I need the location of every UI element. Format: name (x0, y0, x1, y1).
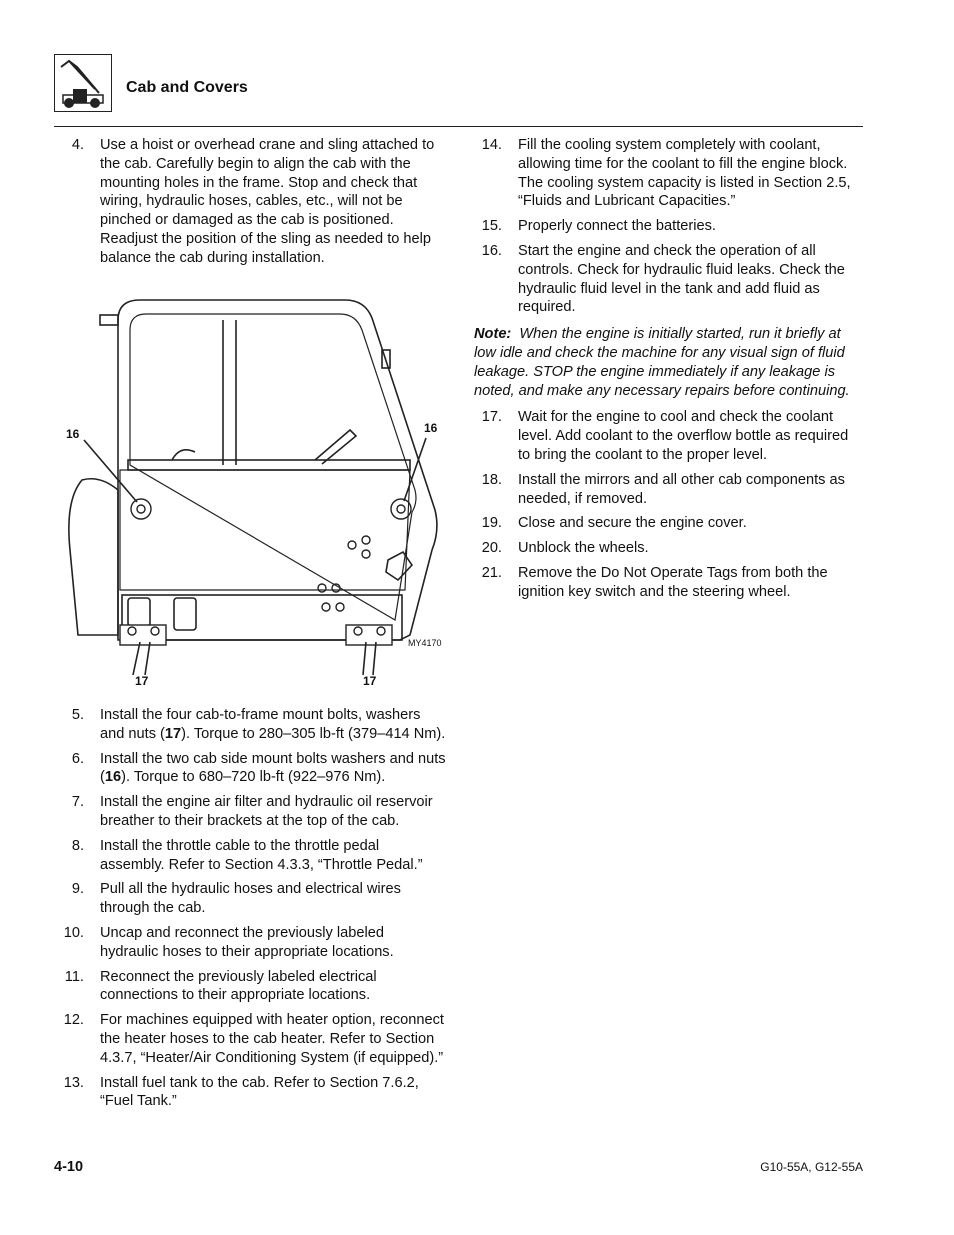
list-item (54, 1011, 446, 1067)
step-number: 18. (481, 471, 502, 488)
list-item (54, 1074, 446, 1112)
list-item (472, 514, 864, 533)
step-text: Close and secure the engine cover. (518, 515, 747, 532)
step-number: 9. (71, 881, 84, 898)
list-item (472, 471, 864, 509)
step-text: Unblock the wheels. (518, 540, 649, 557)
list-item (54, 793, 446, 831)
step-number: 14. (481, 137, 502, 153)
section-title: Cab and Covers (126, 79, 248, 96)
cab-drawing (60, 290, 450, 700)
step-number: 16. (481, 242, 502, 259)
figure-code: MY4170 (408, 638, 442, 648)
telehandler-icon (54, 54, 112, 112)
step-text: Install the two cab side mount bolts washers and nuts (16). Torque to 680–720 lb-ft (922–976 Nm). (100, 750, 446, 786)
header-divider (54, 126, 863, 127)
list-item (472, 539, 864, 558)
step-number: 6. (71, 750, 84, 767)
list-item (54, 706, 446, 744)
list-item (54, 880, 446, 918)
step-number: 13. (63, 1074, 84, 1091)
step-number: 15. (481, 218, 502, 235)
note-label: Note: (474, 326, 512, 343)
list-item (472, 136, 864, 211)
step-number: 5. (71, 707, 84, 723)
step-number: 21. (481, 564, 502, 581)
cab-installation-figure (60, 290, 450, 700)
list-item (54, 924, 446, 962)
callout-16-left: 16 (66, 427, 80, 441)
list-item (54, 750, 446, 788)
step-text: Start the engine and check the operation of all controls. Check for hydraulic fluid leaks. Check the hydraulic fluid level in the tank and add fluid as required. (518, 242, 845, 316)
step-text: Install the mirrors and all other cab components as needed, if removed. (518, 471, 845, 507)
step-text: Install the four cab-to-frame mount bolts, washers and nuts (17). Torque to 280–305 lb-ft (379–414 Nm). (100, 707, 446, 742)
callout-17-right: 17 (363, 674, 377, 688)
step-number: 17. (481, 409, 502, 426)
note-text: When the engine is initially started, run it briefly at low idle and check the machine for any visual sign of fluid leakage. STOP the engine immediately if any leakage is noted, and make any necessary repairs before continuing. (474, 326, 850, 399)
left-column (54, 136, 446, 274)
step-text: Install the engine air filter and hydraulic oil reservoir breather to their brackets at the top of the cab. (100, 794, 433, 829)
step-number: 4. (71, 137, 84, 153)
step-number: 19. (481, 515, 502, 532)
list-item (54, 968, 446, 1006)
step-number: 10. (63, 924, 84, 941)
list-item (472, 564, 864, 602)
step-text: Properly connect the batteries. (518, 218, 716, 235)
list-item (472, 242, 864, 317)
list-item (472, 408, 864, 464)
list-item (54, 136, 446, 268)
right-column (472, 136, 864, 608)
step-text: Pull all the hydraulic hoses and electrical wires through the cab. (100, 881, 401, 917)
callout-16-right: 16 (424, 421, 438, 435)
left-column-lower (54, 706, 446, 1117)
step-text: Install fuel tank to the cab. Refer to Section 7.6.2, “Fuel Tank.” (100, 1074, 419, 1110)
step-text: Install the throttle cable to the throttle pedal assembly. Refer to Section 4.3.3, “Throttle Pedal.” (100, 837, 423, 873)
page-number: 4-10 (54, 1159, 84, 1175)
model-numbers: G10-55A, G12-55A (760, 1160, 863, 1174)
step-text: Fill the cooling system completely with coolant, allowing time for the coolant to fill the engine block. The cooling system capacity is listed in Section 2.5, “Fluids and Lubricant Capacities.” (518, 137, 851, 210)
step-number: 8. (71, 837, 84, 854)
step-number: 20. (481, 540, 502, 557)
step-text: Reconnect the previously labeled electrical connections to their appropriate locations. (100, 968, 377, 1004)
step-number: 12. (63, 1012, 84, 1029)
step-text: Remove the Do Not Operate Tags from both the ignition key switch and the steering wheel. (518, 564, 828, 600)
step-text: Uncap and reconnect the previously labeled hydraulic hoses to their appropriate locations. (100, 924, 394, 960)
step-text: Use a hoist or overhead crane and sling attached to the cab. Carefully begin to align the cab with the mounting holes in the frame. Stop and check that wiring, hydraulic hoses, cables, etc., will not be pinched or damaged as the cab is positioned. Readjust the position of the sling as needed to help balance the cab during installation. (100, 137, 435, 266)
callout-17-left: 17 (135, 674, 149, 688)
note-block (474, 325, 864, 400)
step-number: 11. (64, 968, 84, 985)
list-item (54, 837, 446, 875)
step-text: Wait for the engine to cool and check the coolant level. Add coolant to the overflow bottle as required to bring the coolant to the proper level. (518, 409, 849, 463)
list-item (472, 217, 864, 236)
step-text: For machines equipped with heater option, reconnect the heater hoses to the cab heater. Refer to Section 4.3.7, “Heater/Air Conditioning System (if equipped).” (100, 1012, 444, 1066)
step-number: 7. (71, 794, 84, 811)
